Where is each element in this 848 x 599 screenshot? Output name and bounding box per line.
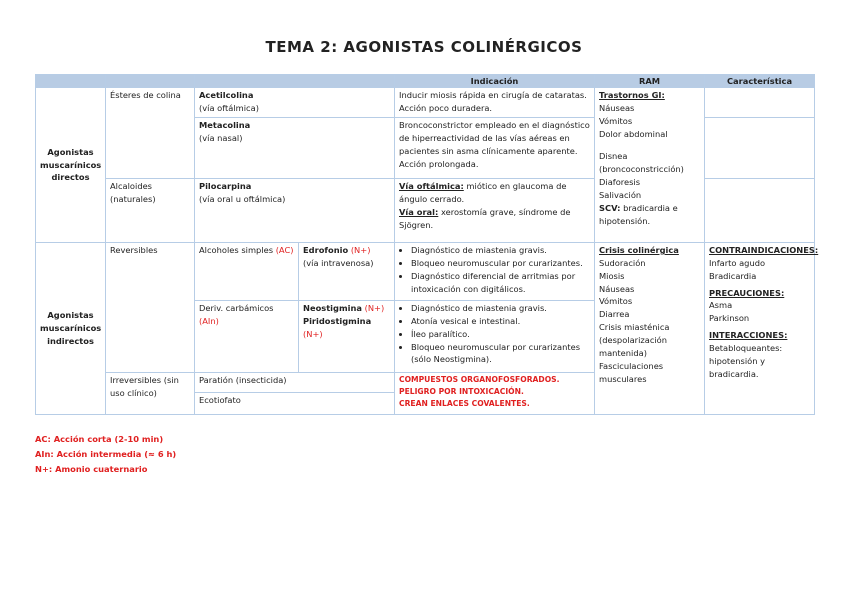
prec-item: Asma: [709, 300, 733, 311]
drug-route: (vía oftálmica): [199, 102, 259, 113]
drug-name: Acetilcolina: [199, 90, 254, 100]
warning-item: CREAN ENLACES COVALENTES.: [399, 398, 530, 408]
ram-item: Fasciculaciones musculares: [599, 360, 664, 384]
header-row: [36, 75, 815, 88]
alcoholes-simples: Alcoholes simples (AC): [195, 243, 299, 301]
ram-scv-label: SCV:: [599, 202, 621, 213]
contra-item: Infarto agudo: [709, 257, 766, 268]
ram-title: Crisis colinérgica: [599, 245, 679, 255]
list-item: • Bloqueo neuromuscular por curarizantes (sólo Neostigmina).: [411, 341, 590, 367]
header-subgroup: [106, 75, 195, 88]
oral-label: Vía oral:: [399, 206, 439, 217]
warning-item: COMPUESTOS ORGANOFOSFORADOS.: [399, 375, 560, 384]
list-item: • Diagnóstico de miastenia gravis.: [411, 244, 590, 257]
drug-name: Edrofonio: [303, 245, 349, 255]
indicacion-irreversibles: [395, 373, 595, 415]
inter-item: Betabloqueantes: hipotensión y bradicardia.: [709, 343, 783, 379]
caracteristica-indirectos: [705, 243, 819, 415]
drug-name: Pilocarpina: [199, 181, 252, 191]
ram-item: Sudoración: [599, 257, 646, 268]
ram-item: Diaforesis: [599, 177, 641, 188]
group-directos: Agonistas muscarínicos directos: [36, 88, 106, 243]
drug-name: Metacolina: [199, 120, 251, 130]
nplus-tag: (N+): [303, 328, 323, 339]
header-group: [36, 75, 106, 88]
header-caracteristica: Característica: [705, 75, 815, 88]
caracteristica-empty: [705, 88, 815, 118]
caracteristica-empty: [705, 179, 815, 243]
oral-text: xerostomía grave, síndrome de Sjögren.: [399, 206, 571, 230]
caracteristica-empty: [705, 118, 815, 179]
ram-item: Miosis: [599, 270, 625, 281]
group-indirectos: Agonistas muscarínicos indirectos: [36, 243, 106, 415]
list-item: • Diagnóstico diferencial de arritmias por intoxicación con digitálicos.: [411, 270, 590, 296]
indicacion-pilocarpina: [395, 179, 595, 243]
table-row: [36, 88, 815, 118]
indicacion-metacolina: Broncoconstrictor empleado en el diagnóstico de hiperreactividad de las vías aéreas en pacientes sin asma clínicamente aparente. Acción prolongada.: [395, 118, 595, 179]
indicacion-edrofonio: [395, 243, 595, 301]
drug-metacolina: [195, 118, 395, 179]
list-item: • Atonía vesical e intestinal.: [411, 315, 590, 328]
legend-ain: AIn: Acción intermedia (≈ 6 h): [35, 449, 177, 459]
drug-name: Piridostigmina: [303, 315, 372, 326]
agonists-table: [35, 74, 819, 415]
list-item: • Diagnóstico de miastenia gravis.: [411, 302, 590, 315]
prec-item: Parkinson: [709, 313, 750, 324]
ram-scv-text: bradicardia e hipotensión.: [599, 202, 678, 226]
ram-item: Vómitos: [599, 115, 633, 126]
drug-route: (vía intravenosa): [303, 257, 374, 268]
drug-pilocarpina: [195, 179, 395, 243]
derivados-carbamicos: Deriv. carbámicos (AIn): [195, 301, 299, 373]
ram-item: Crisis miasténica (despolarización mantenida): [599, 322, 670, 358]
contra-item: Bradicardia: [709, 270, 757, 281]
drug-ecotiofato: Ecotiofato: [195, 393, 395, 415]
table-row: [36, 243, 815, 301]
ain-tag: (AIn): [199, 315, 219, 326]
ram-scv: [599, 202, 700, 228]
header-drug: [195, 75, 395, 88]
oftalmica-label: Vía oftálmica:: [399, 181, 464, 191]
ram-item: Vómitos: [599, 296, 633, 307]
prec-title: PRECAUCIONES:: [709, 287, 785, 298]
ram-title: Trastornos GI:: [599, 90, 665, 100]
inter-title: INTERACCIONES:: [709, 330, 788, 341]
subgroup-reversibles: Reversibles: [106, 243, 195, 373]
ram-item: Salivación: [599, 190, 642, 201]
ram-item: Dolor abdominal: [599, 128, 668, 139]
header-ram: RAM: [595, 75, 705, 88]
ram-item: Diarrea: [599, 309, 630, 320]
nplus-tag: (N+): [364, 303, 385, 313]
warning-item: PELIGRO POR INTOXICACIÓN.: [399, 386, 524, 396]
ram-indirectos: [595, 243, 705, 415]
drug-acetilcolina: [195, 88, 395, 118]
contra-title: CONTRAINDICACIONES:: [709, 245, 819, 255]
ram-item: Náuseas: [599, 102, 635, 113]
subgroup-irreversibles: Irreversibles (sin uso clínico): [106, 373, 195, 415]
header-indicacion: Indicación: [395, 75, 595, 88]
abbreviation-legend: [35, 432, 176, 477]
indicacion-acetilcolina: Inducir miosis rápida en cirugía de cataratas. Acción poco duradera.: [395, 88, 595, 118]
drug-edrofonio: [299, 243, 395, 301]
legend-nplus: N+: Amonio cuaternario: [35, 464, 148, 474]
drug-paration: Paratión (insecticida): [195, 373, 395, 393]
ram-directos: [595, 88, 705, 243]
list-item: • Íleo paralítico.: [411, 328, 590, 341]
drug-neostigmina: [299, 301, 395, 373]
page-title: TEMA 2: AGONISTAS COLINÉRGICOS: [265, 38, 583, 56]
subgroup-esteres: Ésteres de colina: [106, 88, 195, 179]
legend-ac: AC: Acción corta (2-10 min): [35, 434, 164, 444]
oftalmica-text: miótico en glaucoma de ángulo cerrado.: [399, 181, 567, 204]
ram-item: Disnea (broncoconstricción): [599, 151, 684, 175]
nplus-tag: (N+): [350, 245, 371, 255]
drug-route: (vía oral u oftálmica): [199, 193, 286, 204]
list-item: • Bloqueo neuromuscular por curarizantes.: [411, 257, 590, 270]
drug-route: (vía nasal): [199, 132, 243, 143]
indicacion-carbamatos: [395, 301, 595, 373]
ac-tag: (AC): [275, 245, 294, 255]
ram-item: Náuseas: [599, 283, 635, 294]
drug-name: Neostigmina: [303, 303, 362, 313]
subgroup-alcaloides: Alcaloides (naturales): [106, 179, 195, 243]
